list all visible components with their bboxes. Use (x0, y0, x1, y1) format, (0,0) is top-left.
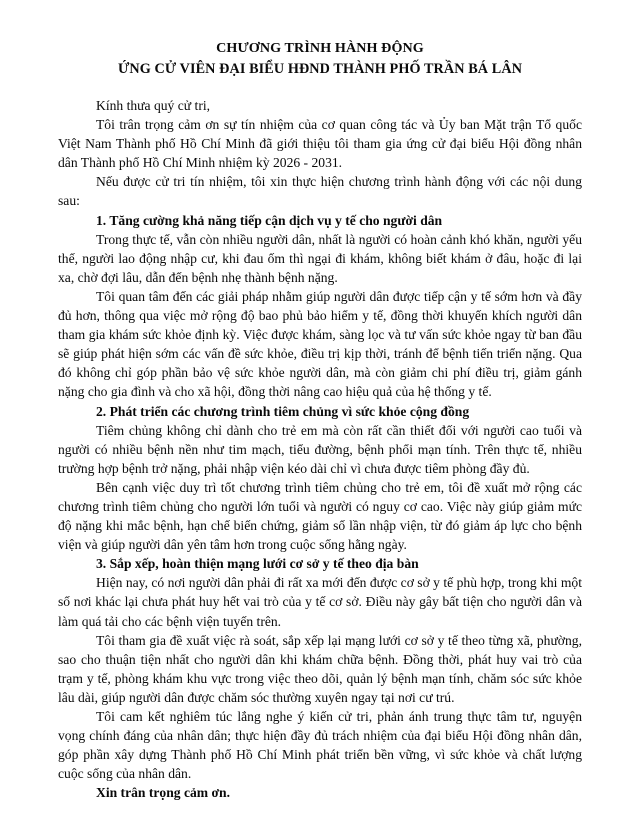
section-2-paragraph-1: Tiêm chủng không chỉ dành cho trẻ em mà còn rất cần thiết đối với người cao tuổi và người có nhiều bệnh nền như tim mạch, tiểu đường, bệnh phổi mạn tính. Trên thực tế, nhiều trường hợp bệnh trở nặng, phải nhập viện kéo dài chỉ vì chưa được tiêm phòng đầy đủ. (58, 422, 582, 476)
section-heading-3: 3. Sắp xếp, hoàn thiện mạng lưới cơ sở y tế theo địa bàn (96, 556, 419, 572)
section-1-paragraph-2: Tôi quan tâm đến các giải pháp nhằm giúp người dân được tiếp cận y tế sớm hơn và đầy đủ hơn, thông qua việc mở rộng độ bao phủ bảo hiểm y tế, đồng thời khuyến khích người dân tham gia khám sức khỏe định kỳ. Việc được khám, sàng lọc và tư vấn sức khỏe ngay từ ban đầu sẽ giúp phát hiện sớm các vấn đề sức khỏe, điều trị kịp thời, tránh để bệnh tiến triển nặng. Qua đó không chỉ góp phần bảo vệ sức khỏe người dân, mà còn giảm chi phí điều trị, giảm gánh nặng cho gia đình và cho xã hội, đồng thời nâng cao hiệu quả của hệ thống y tế. (58, 288, 582, 400)
lead-paragraph: Nếu được cử tri tín nhiệm, tôi xin thực hiện chương trình hành động với các nội dung sau: (58, 174, 582, 209)
document-content (58, 38, 582, 802)
salutation: Kính thưa quý cử tri, (96, 98, 211, 113)
title-line-1: CHƯƠNG TRÌNH HÀNH ĐỘNG (216, 40, 424, 56)
page-title (58, 38, 582, 79)
section-heading-2: 2. Phát triển các chương trình tiêm chủng vì sức khỏe cộng đồng (96, 403, 470, 419)
section-heading-1: 1. Tăng cường khả năng tiếp cận dịch vụ y tế cho người dân (96, 212, 443, 228)
commitment-paragraph: Tôi cam kết nghiêm túc lắng nghe ý kiến cử tri, phản ánh trung thực tâm tư, nguyện vọng chính đáng của nhân dân; thực hiện đầy đủ trách nhiệm của đại biểu Hội đồng nhân dân, góp phần xây dựng Thành phố Hồ Chí Minh phát triển bền vững, vì sức khỏe và chất lượng cuộc sống của nhân dân. (58, 709, 582, 782)
closing-statement: Xin trân trọng cảm ơn. (96, 785, 231, 801)
section-3-paragraph-2: Tôi tham gia đề xuất việc rà soát, sắp xếp lại mạng lưới cơ sở y tế theo từng xã, phường, sao cho thuận tiện nhất cho người dân khi khám chữa bệnh. Đồng thời, phát huy vai trò của trạm y tế, phòng khám khu vực trong việc theo dõi, quản lý bệnh mạn tính, chăm sóc sức khỏe lâu dài, giúp người dân được chăm sóc thường xuyên ngay tại nơi cư trú. (58, 632, 582, 705)
section-3-paragraph-1: Hiện nay, có nơi người dân phải đi rất xa mới đến được cơ sở y tế phù hợp, trong khi một số nơi khác lại chưa phát huy hết vai trò của y tế cơ sở. Điều này gây bất tiện cho người dân và làm quá tải cho các bệnh viện tuyến trên. (58, 575, 582, 629)
document-body (58, 96, 582, 802)
section-2-paragraph-2: Bên cạnh việc duy trì tốt chương trình tiêm chủng cho trẻ em, tôi đề xuất mở rộng các chương trình tiêm chủng cho người lớn tuổi và người có nguy cơ cao. Việc này giúp giảm mức độ nặng khi mắc bệnh, hạn chế biến chứng, giảm số lần nhập viện, từ đó giảm áp lực cho bệnh viện và giúp người dân yên tâm hơn trong cuộc sống hằng ngày. (58, 479, 582, 553)
intro-paragraph: Tôi trân trọng cảm ơn sự tín nhiệm của cơ quan công tác và Ủy ban Mặt trận Tổ quốc Việt Nam Thành phố Hồ Chí Minh đã giới thiệu tôi tham gia ứng cử đại biểu Hội đồng nhân dân Thành phố Hồ Chí Minh nhiệm kỳ 2026 - 2031. (58, 117, 582, 171)
title-line-2: ỨNG CỬ VIÊN ĐẠI BIỂU HĐND THÀNH PHỐ TRẦN BÁ LÂN (117, 60, 523, 77)
section-1-paragraph-1: Trong thực tế, vẫn còn nhiều người dân, nhất là người có hoàn cảnh khó khăn, người yếu thế, người lao động nhập cư, khi đau ốm thì ngại đi khám, không biết khám ở đâu, hoặc đi lại xa, chờ đợi lâu, dẫn đến bệnh nhẹ thành bệnh nặng. (58, 231, 582, 285)
